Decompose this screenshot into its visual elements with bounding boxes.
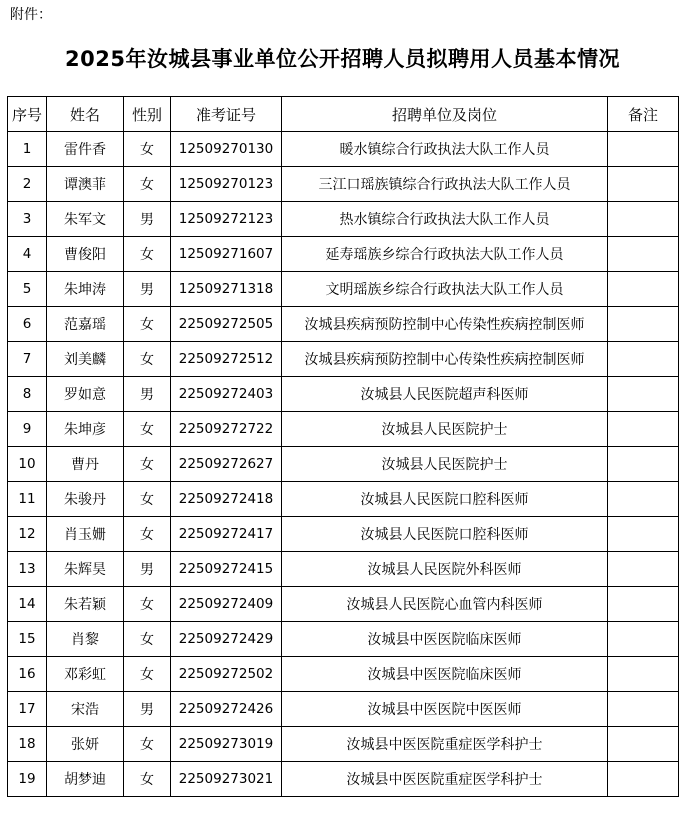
cell-exam-id: 12509271318	[171, 272, 282, 307]
cell-name: 邓彩虹	[47, 657, 124, 692]
cell-exam-id: 22509272512	[171, 342, 282, 377]
cell-gender: 女	[124, 482, 171, 517]
cell-name: 朱辉昊	[47, 552, 124, 587]
cell-gender: 女	[124, 132, 171, 167]
cell-remarks	[608, 552, 679, 587]
cell-seq: 7	[8, 342, 47, 377]
cell-remarks	[608, 272, 679, 307]
cell-remarks	[608, 447, 679, 482]
cell-remarks	[608, 587, 679, 622]
personnel-table	[7, 96, 679, 797]
table-row	[8, 482, 679, 517]
header-unit-position: 招聘单位及岗位	[282, 97, 608, 132]
cell-name: 罗如意	[47, 377, 124, 412]
cell-remarks	[608, 377, 679, 412]
cell-gender: 男	[124, 202, 171, 237]
table-row	[8, 762, 679, 797]
cell-exam-id: 22509272627	[171, 447, 282, 482]
cell-name: 肖玉姗	[47, 517, 124, 552]
cell-unit-position: 三江口瑶族镇综合行政执法大队工作人员	[282, 167, 608, 202]
cell-unit-position: 汝城县人民医院口腔科医师	[282, 482, 608, 517]
cell-remarks	[608, 482, 679, 517]
cell-unit-position: 汝城县人民医院口腔科医师	[282, 517, 608, 552]
table-row	[8, 622, 679, 657]
document-title: 2025年汝城县事业单位公开招聘人员拟聘用人员基本情况	[65, 47, 620, 71]
cell-exam-id: 22509272722	[171, 412, 282, 447]
cell-name: 张妍	[47, 727, 124, 762]
cell-seq: 4	[8, 237, 47, 272]
cell-exam-id: 22509272429	[171, 622, 282, 657]
cell-exam-id: 22509272403	[171, 377, 282, 412]
cell-name: 胡梦迪	[47, 762, 124, 797]
cell-exam-id: 22509272409	[171, 587, 282, 622]
cell-seq: 12	[8, 517, 47, 552]
cell-remarks	[608, 202, 679, 237]
table-row	[8, 587, 679, 622]
cell-exam-id: 12509270123	[171, 167, 282, 202]
table-row	[8, 692, 679, 727]
cell-remarks	[608, 237, 679, 272]
cell-unit-position: 汝城县中医医院临床医师	[282, 622, 608, 657]
cell-gender: 女	[124, 412, 171, 447]
table-row	[8, 202, 679, 237]
table-row	[8, 167, 679, 202]
cell-remarks	[608, 692, 679, 727]
cell-exam-id: 22509272418	[171, 482, 282, 517]
cell-gender: 女	[124, 237, 171, 272]
cell-name: 朱骏丹	[47, 482, 124, 517]
table-row	[8, 412, 679, 447]
header-remarks: 备注	[608, 97, 679, 132]
cell-unit-position: 暖水镇综合行政执法大队工作人员	[282, 132, 608, 167]
cell-seq: 3	[8, 202, 47, 237]
header-exam-id: 准考证号	[171, 97, 282, 132]
table-row	[8, 552, 679, 587]
table-row	[8, 377, 679, 412]
cell-seq: 8	[8, 377, 47, 412]
cell-name: 朱若颖	[47, 587, 124, 622]
cell-gender: 女	[124, 657, 171, 692]
cell-exam-id: 12509272123	[171, 202, 282, 237]
cell-gender: 女	[124, 762, 171, 797]
cell-gender: 女	[124, 727, 171, 762]
cell-seq: 19	[8, 762, 47, 797]
cell-gender: 男	[124, 272, 171, 307]
cell-seq: 6	[8, 307, 47, 342]
table-header-row	[8, 97, 679, 132]
cell-unit-position: 汝城县人民医院外科医师	[282, 552, 608, 587]
cell-name: 朱坤涛	[47, 272, 124, 307]
cell-unit-position: 延寿瑶族乡综合行政执法大队工作人员	[282, 237, 608, 272]
cell-seq: 13	[8, 552, 47, 587]
cell-seq: 5	[8, 272, 47, 307]
cell-remarks	[608, 412, 679, 447]
cell-gender: 女	[124, 167, 171, 202]
cell-seq: 1	[8, 132, 47, 167]
table-row	[8, 342, 679, 377]
cell-gender: 女	[124, 517, 171, 552]
cell-remarks	[608, 727, 679, 762]
cell-name: 曹俊阳	[47, 237, 124, 272]
cell-name: 肖黎	[47, 622, 124, 657]
table-row	[8, 727, 679, 762]
cell-name: 曹丹	[47, 447, 124, 482]
cell-remarks	[608, 167, 679, 202]
cell-unit-position: 文明瑶族乡综合行政执法大队工作人员	[282, 272, 608, 307]
header-name: 姓名	[47, 97, 124, 132]
cell-name: 宋浩	[47, 692, 124, 727]
cell-seq: 14	[8, 587, 47, 622]
cell-unit-position: 汝城县中医医院重症医学科护士	[282, 727, 608, 762]
cell-unit-position: 汝城县人民医院超声科医师	[282, 377, 608, 412]
cell-unit-position: 汝城县人民医院护士	[282, 412, 608, 447]
cell-remarks	[608, 517, 679, 552]
cell-exam-id: 22509273019	[171, 727, 282, 762]
cell-unit-position: 热水镇综合行政执法大队工作人员	[282, 202, 608, 237]
table-row	[8, 272, 679, 307]
cell-exam-id: 22509273021	[171, 762, 282, 797]
table-row	[8, 657, 679, 692]
cell-exam-id: 12509270130	[171, 132, 282, 167]
cell-name: 雷件香	[47, 132, 124, 167]
cell-name: 范嘉瑶	[47, 307, 124, 342]
header-seq: 序号	[8, 97, 47, 132]
cell-gender: 女	[124, 447, 171, 482]
cell-unit-position: 汝城县疾病预防控制中心传染性疾病控制医师	[282, 307, 608, 342]
cell-seq: 10	[8, 447, 47, 482]
attachment-label: 附件：	[10, 7, 52, 23]
cell-remarks	[608, 342, 679, 377]
cell-remarks	[608, 657, 679, 692]
cell-exam-id: 22509272415	[171, 552, 282, 587]
header-gender: 性别	[124, 97, 171, 132]
cell-gender: 女	[124, 342, 171, 377]
cell-unit-position: 汝城县中医医院重症医学科护士	[282, 762, 608, 797]
cell-remarks	[608, 622, 679, 657]
table-row	[8, 237, 679, 272]
cell-seq: 11	[8, 482, 47, 517]
cell-seq: 2	[8, 167, 47, 202]
table-row	[8, 307, 679, 342]
cell-gender: 男	[124, 377, 171, 412]
table-row	[8, 447, 679, 482]
cell-name: 朱坤彦	[47, 412, 124, 447]
cell-gender: 女	[124, 622, 171, 657]
cell-gender: 男	[124, 552, 171, 587]
cell-name: 朱军文	[47, 202, 124, 237]
cell-exam-id: 12509271607	[171, 237, 282, 272]
cell-name: 谭澳菲	[47, 167, 124, 202]
table-row	[8, 132, 679, 167]
cell-gender: 男	[124, 692, 171, 727]
cell-unit-position: 汝城县疾病预防控制中心传染性疾病控制医师	[282, 342, 608, 377]
cell-seq: 9	[8, 412, 47, 447]
cell-exam-id: 22509272505	[171, 307, 282, 342]
cell-unit-position: 汝城县人民医院护士	[282, 447, 608, 482]
table-row	[8, 517, 679, 552]
cell-seq: 17	[8, 692, 47, 727]
cell-unit-position: 汝城县中医医院中医医师	[282, 692, 608, 727]
cell-remarks	[608, 762, 679, 797]
cell-seq: 18	[8, 727, 47, 762]
cell-gender: 女	[124, 307, 171, 342]
cell-gender: 女	[124, 587, 171, 622]
cell-seq: 15	[8, 622, 47, 657]
cell-remarks	[608, 307, 679, 342]
cell-exam-id: 22509272426	[171, 692, 282, 727]
cell-unit-position: 汝城县中医医院临床医师	[282, 657, 608, 692]
cell-remarks	[608, 132, 679, 167]
cell-unit-position: 汝城县人民医院心血管内科医师	[282, 587, 608, 622]
cell-name: 刘美麟	[47, 342, 124, 377]
cell-exam-id: 22509272502	[171, 657, 282, 692]
cell-seq: 16	[8, 657, 47, 692]
cell-exam-id: 22509272417	[171, 517, 282, 552]
